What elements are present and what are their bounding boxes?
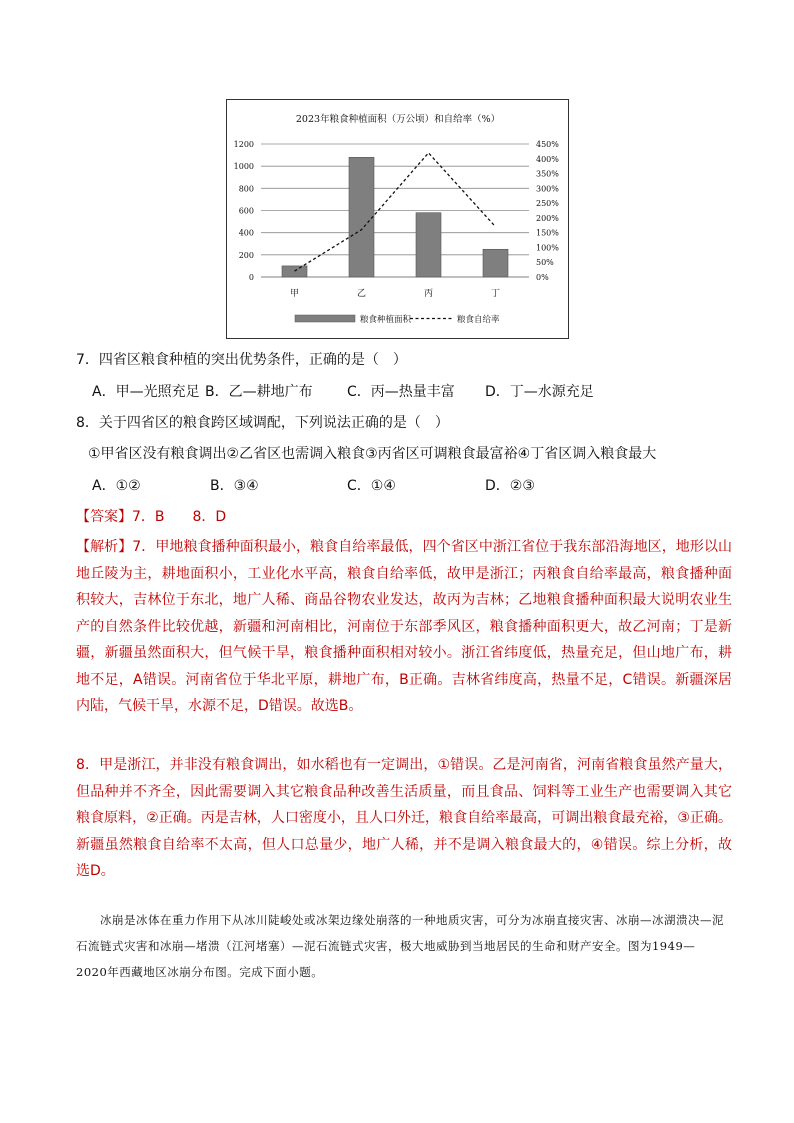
- intro-passage: 冰崩是冰体在重力作用下从冰川陡峻处或冰架边缘处崩落的一种地质灾害，可分为冰崩直接灾害、冰崩—冰湖溃决—泥石流链式灾害和冰崩—堵溃（江河堵塞）—泥石流链式灾害，极大地威胁到当地居民的生命和财产安全。图为1949—2020年西藏地区冰崩分布图。完成下面小题。: [76, 913, 724, 979]
- y2-tick-label: 100%: [536, 243, 559, 253]
- analysis-label: 【解析】: [76, 539, 133, 555]
- chart-container: [226, 99, 569, 339]
- answer-line: [76, 507, 226, 527]
- bar-甲: [282, 266, 307, 277]
- q8-stem: 8．关于四省区的粮食跨区域调配，下列说法正确的是（ ）: [76, 415, 449, 431]
- x-tick-label: 丁: [490, 289, 501, 299]
- q7-option-c: C．丙—热量丰富: [347, 384, 455, 400]
- y-tick-label: 600: [238, 206, 254, 216]
- bar-乙: [349, 157, 374, 277]
- y2-tick-label: 50%: [536, 258, 554, 268]
- chart-title: 2023年粮食种植面积（万公顷）和自给率（%）: [295, 114, 501, 125]
- y2-tick-label: 400%: [536, 154, 559, 164]
- answer-text: 7．B 8．D: [132, 509, 227, 525]
- q7-option-a: A．甲—光照充足: [92, 384, 200, 400]
- y2-tick-label: 350%: [536, 169, 559, 179]
- y2-tick-label: 300%: [536, 184, 559, 194]
- x-tick-label: 甲: [289, 289, 300, 299]
- y-tick-label: 200: [238, 250, 254, 260]
- analysis-paragraph-2: 8．甲是浙江，并非没有粮食调出，如水稻也有一定调出，①错误。乙是河南省，河南省粮食虽然产量大，但品种并不齐全，因此需要调入其它粮食品种改善生活质量，而且食品、饲料等工业生产也需要调入其它粮食原料，②正确。丙是吉林，人口密度小，且人口外迁，粮食自给率最高，可调出粮食最充裕，③正确。新疆虽然粮食自给率不太高，但人口总量少，地广人稀，并不是调入粮食最大的，④错误。综上分析，故选D。: [76, 757, 732, 879]
- bar-line-chart: [227, 100, 570, 340]
- y2-tick-label: 200%: [536, 213, 559, 223]
- y2-tick-label: 250%: [536, 199, 559, 209]
- self-sufficiency-line: [295, 153, 496, 271]
- q8-option-c: C．①④: [347, 478, 396, 494]
- q7-option-b: B．乙—耕地广布: [205, 384, 313, 400]
- y2-tick-label: 450%: [536, 140, 559, 149]
- q8-option-b: B．③④: [210, 478, 259, 494]
- x-tick-label: 乙: [356, 289, 367, 299]
- answer-label: 【答案】: [76, 509, 132, 525]
- q8-option-d: D．②③: [485, 478, 535, 494]
- analysis-paragraph-1: [76, 534, 732, 720]
- y-tick-label: 1200: [233, 140, 254, 149]
- analysis-text-1: 7．甲地粮食播种面积最小，粮食自给率最低，四个省区中浙江省位于我东部沿海地区，地形以山地丘陵为主，耕地面积小，工业化水平高，粮食自给率低，故甲是浙江；丙粮食自给率最高，粮食播种面积较大，吉林位于东北，地广人稀、商品谷物农业发达，故丙为吉林；乙地粮食播种面积最大说明农业生产的自然条件比较优越，新疆和河南相比，河南位于东部季风区，粮食播种面积更大，故乙河南；丁是新疆，新疆虽然面积大，但气候干旱，粮食播种面积相对较小。浙江省纬度低，热量充足，但山地广布，耕地不足，A错误。河南省位于华北平原，耕地广布，B正确。吉林省纬度高，热量不足，C错误。新疆深居内陆，气候干旱，水源不足，D错误。故选B。: [76, 539, 733, 714]
- y2-tick-label: 0%: [536, 273, 549, 282]
- y2-tick-label: 150%: [536, 228, 559, 238]
- q8-option-a: A．①②: [92, 478, 141, 494]
- legend-bar-label: 粮食种植面积: [360, 315, 412, 325]
- bar-丁: [483, 249, 508, 277]
- q7-option-d: D．丁—水源充足: [485, 384, 594, 400]
- y-tick-label: 1000: [233, 162, 254, 172]
- legend-line-label: 粮食自给率: [457, 315, 500, 325]
- y-tick-label: 800: [238, 184, 254, 194]
- q8-statements: ①甲省区没有粮食调出②乙省区也需调入粮食③丙省区可调粮食最富裕④丁省区调入粮食最大: [88, 446, 657, 462]
- y-tick-label: 400: [238, 228, 254, 238]
- bar-丙: [416, 213, 441, 277]
- x-tick-label: 丙: [423, 289, 434, 299]
- q7-stem: 7．四省区粮食种植的突出优势条件，正确的是（ ）: [76, 352, 407, 368]
- y-tick-label: 0: [248, 273, 254, 282]
- legend-bar-swatch: [295, 315, 355, 322]
